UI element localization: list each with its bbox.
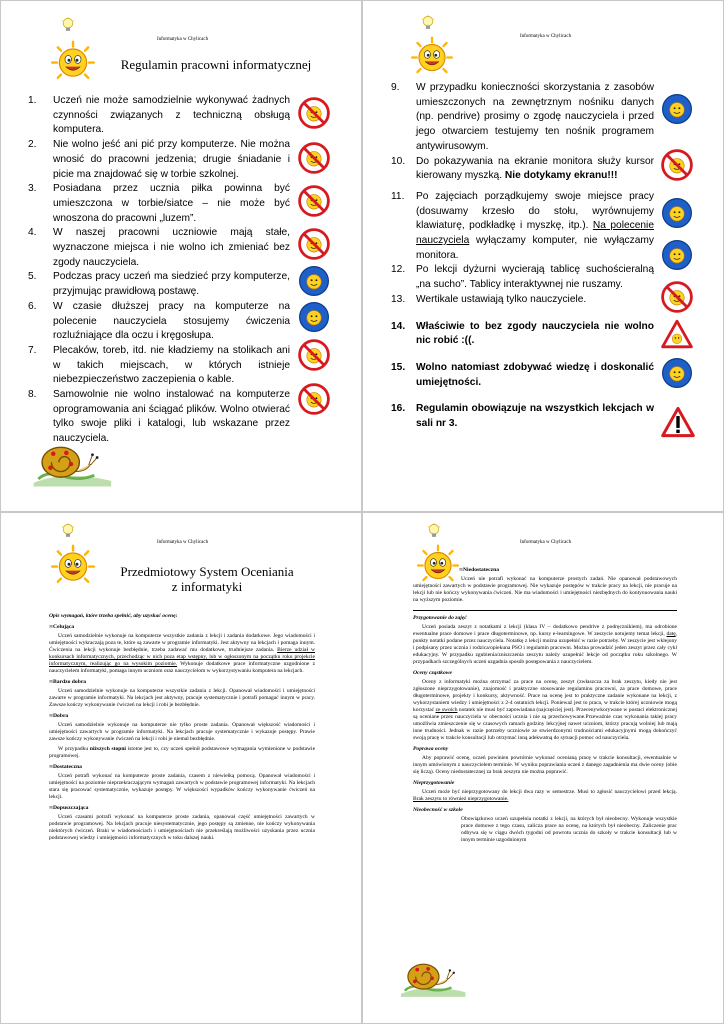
- list-item: 9. W przypadku konieczności skorzystania z zasobów umieszczonych na zewnętrznym nośniku danych (np. pendrive) prosimy o zgodę nauczyciela i przed jego otwarciem testujemy ten nośnik programem antywirusowym.: [391, 82, 654, 152]
- page-header: Informatyka w Chylicach: [157, 540, 209, 545]
- lightbulb-icon: [61, 17, 75, 35]
- section-text: Uczeń może być nieprzygotowany do lekcji dwa razy w semestrze. Musi to zgłosić nauczycielowi przed lekcją. Brak zeszytu to również nieprzygotowanie.: [413, 789, 677, 802]
- ladybug-snail-illustration: [29, 441, 113, 489]
- grade-note: W przypadku niższych stopni istotne jest to, czy uczeń spełnił podstawowe wymagania wymienione w podstawie programowej.: [49, 746, 316, 759]
- grade-description: Uczeń nie potrafi wykonać na komputerze prostych zadań. Nie opanował podstawowych umiejętności zawartych w podstawie programowej. Nie wykazuje postępów w trakcie pracy na lekcji, nie pracuje na lekcji lub nie kończy wykonywania ćwiczeń. Nie ma wiadomości i umiejętności niezbędnych do kontynuowania nauki na wyższym poziomie.: [413, 576, 677, 603]
- page-pso-2: [362, 512, 724, 1024]
- list-item: 3. Posiadana przez ucznia piłka powinna być umieszczona w torbie/siatce – nie może być wnoszona do pracowni „luzem”.: [28, 183, 290, 224]
- list-item: 1. Uczeń nie może samodzielnie wykonywać żadnych czynności związanych z techniczną obsługą komputera.: [28, 95, 290, 136]
- sun-mascot-icon: [409, 33, 455, 79]
- section-divider: [413, 610, 677, 611]
- tidy-up-sign-icon: [661, 197, 693, 229]
- no-touch-screen-sign-icon: [661, 149, 693, 181]
- section-heading: Oceny cząstkowe: [413, 670, 452, 676]
- rules-list-continued: [391, 81, 654, 432]
- section-heading: Poprawa oceny: [413, 746, 449, 752]
- exercise-sign-icon: [298, 301, 330, 333]
- rules-list: [28, 94, 290, 447]
- page-regulamin-2: [362, 0, 724, 512]
- ladybug-snail-illustration: [397, 959, 467, 999]
- list-item: 15. Wolno natomiast zdobywać wiedzę i doskonalić umiejętności.: [391, 361, 654, 388]
- section-heading: Nieobecność w szkole: [413, 807, 463, 813]
- page-header: Informatyka w Chylicach: [520, 34, 572, 39]
- grade-description: Uczeń samodzielnie wykonuje na komputerze wszystkie zadania z lekcji. Opanował wiadomości i umiejętności zawarte w programie informatyki. Na lekcjach jest aktywny, pracuje systematycznie i potrafi pomagać innym w pracy. Zawsze kończy wykonywanie ćwiczeń na lekcji i robi je bezbłędnie.: [49, 688, 315, 708]
- grade-heading: ∞Bardzo dobra: [49, 679, 87, 685]
- no-bags-sign-icon: [298, 339, 330, 371]
- sun-mascot-icon: [49, 541, 97, 589]
- section-text: Uczeń posiada zeszyt z notatkami z lekcji (klasa IV – dodatkowo pendrive z podręcznikiem), ma odrobione ewentualne prace domowe i prace długoterminowe, np. kursy e-learningowe. W zeszycie notujemy temat lekcji, datę, punkty notatki podane przez nauczyciela. Notatkę z lekcji można uzupełnić w razie potrzeby. W zeszycie jest wklejony i podpisany przez ucznia i rodzica/opiekuna PSO i regulamin pracowni. Można prowadzić jeden zeszyt przez cały cykl edukacyjny. W przypadku zgubienia/zniszczenia zeszytu należy uzupełnić lekcje od początku roku szkolnego. W przypadkach szczególnych uczeń uzgadnia sposób postępowania z nauczycielem.: [413, 624, 678, 665]
- grade-heading: ∞Niedostateczna: [459, 567, 500, 573]
- lightbulb-icon: [421, 15, 435, 33]
- section-heading: Opis wymagań, które trzeba spełnić, aby uzyskać ocenę:: [49, 613, 178, 619]
- list-item: 5. Podczas pracy uczeń ma siedzieć przy komputerze, przyjmując prawidłową postawę.: [28, 271, 290, 298]
- section-text: Aby poprawić ocenę, uczeń powinien powtórnie wykonać ocenianą pracę w trakcie konsultacji, ewentualnie w innym umówionym z nauczycielem terminie. W wyniku poprawiania uczeń z danego zagadnienia ma dwie oceny (obie się liczą). Oceny niedostatecznej za brak zeszytu nie można poprawić.: [413, 755, 677, 775]
- list-item: 14. Właściwie to bez zgody nauczyciela nie wolno nic robić :((.: [391, 320, 654, 347]
- section-text: Oceny z informatyki można otrzymać za prace na ocenę, zeszyt (zwłaszcza za brak zeszytu, kiedy nie jest zgłoszone nieprzygotowanie), znajomość i praktyczne stosowanie regulaminu pracowni, za prace domowe, prace długoterminowe, projekty i konkursy, aktywność. Prace na ocenę jest to praktyczne zadanie wykonane na lekcji, z wykorzystaniem wiedzy i umiejętności z 2-4 ostatnich lekcji. Ponieważ jest to praca, w trakcie której uczniowie mogą korzystać ze swoich notatek nie musi być zapowiadana (najczęściej jest). Przecenywkorywane w postaci elektronicznej są oceniane przez nauczyciela w obecności ucznia i nie są przechowywane.Przewaźnie czas wykonania takiej pracy umożliwia zmieszczenie się w czasowych ramach godziny lekcyjnej nawet uczniom, którzy pracują wolniej lub mają inne trudności. Jednak w razie potrzeby uczniowie ze stwierdzonymi trudnościami edukacyjnymi mogą dokończyć swoją pracę w trakcie konsultacji lub otrzymać inną adekwatną do sytuacji pomoc od nauczyciela.: [413, 679, 677, 741]
- list-item: 13. Wertikale ustawiają tylko nauczyciele.: [391, 293, 587, 305]
- page-header: Informatyka w Chylicach: [157, 37, 209, 42]
- no-blinds-sign-icon: [661, 281, 693, 313]
- list-item: 6. W czasie dłuższej pracy na komputerze na polecenie nauczyciela stosujemy ćwiczenia rozluźniające dla oczu i kręgosłupa.: [28, 300, 290, 342]
- grade-description: Uczeń czasami potrafi wykonać na komputerze proste zadania, opanował część umiejętności zawartych w podstawie programowej. Na lekcjach pracuje niesystematycznie, jego postępy są zmienne, nie kończy wykonywania niektórych ćwiczeń. Braki w wiadomościach i umiejętnościach nie przekreślają możliwości uzyskania przez ucznia podstawowej wiedzy i umiejętności informatycznych w toku dalszej nauki.: [49, 814, 315, 841]
- grade-heading: ∞Dobra: [49, 713, 69, 719]
- list-item: 11. Po zajęciach porządkujemy swoje miejsce pracy (dosuwamy krzesło do stołu, wyrównujemy klawiaturę, podkładkę i myszkę, itp.). Na polecenie nauczyciela wyłączamy komputer, nie wyłączamy monitora.: [391, 190, 654, 261]
- list-item: 16. Regulamin obowiązuje na wszystkich lekcjach w sali nr 3.: [391, 403, 654, 430]
- page-pso-1: [0, 512, 362, 1024]
- whiteboard-sign-icon: [661, 239, 693, 271]
- grade-heading: ∞Dopuszczająca: [49, 805, 89, 811]
- no-technician-sign-icon: [298, 97, 330, 129]
- no-food-sign-icon: [298, 142, 330, 174]
- antivirus-sign-icon: [661, 93, 693, 125]
- no-swap-seats-sign-icon: [298, 228, 330, 260]
- section-heading: Nieprzygotowanie: [413, 780, 455, 786]
- lightbulb-icon: [427, 523, 441, 541]
- posture-sign-icon: [298, 265, 330, 297]
- list-item: 2. Nie wolno jeść ani pić przy komputerze. Nie można wnosić do pracowni jedzenia; drugie śniadanie i picie ma znajdować się w torbie szkolnej.: [28, 139, 290, 180]
- grade-heading: ∞Dostateczna: [49, 764, 82, 770]
- page-title: Regulamin pracowni informatycznej: [120, 57, 312, 72]
- grading-rules: [413, 563, 677, 847]
- grade-description: Uczeń samodzielnie wykonuje na komputerze wszystkie zadania z lekcji i zadania dodatkowe. Jego wiadomości i umiejętności wykraczają poza te, które są zawarte w programie informatyki. Jest aktywny na lekcjach i pomaga innym. Ćwiczenia na lekcji wykonuje bezbłędnie, trzeba zadawać mu dodatkowe, trudniejsze zadania. Bierze udział w konkursach informatycznych, przechodząc w nich poza etap wstępny, lub w ogłoszonym na początku roku projekcie informatycznym, realizując go na wysokim poziomie. Wykonuje dodatkowe prace informatyczne uzgodnione z nauczycielem informatyki, pomaga innym uczniom oraz nauczycielom w wykorzystywaniu komputera na lekcjach.: [49, 633, 316, 674]
- grade-description: Uczeń samodzielnie wykonuje na komputerze nie tylko proste zadania. Opanował większość wiadomości i umiejętności zawartych w programie informatyki. Na lekcjach pracuje systematycznie i wykazuje postępy. Prawie zawsze kończy wykonywanie ćwiczeń na lekcji i robi je niemal bezbłędnie.: [49, 722, 315, 742]
- list-item: 4. W naszej pracowni uczniowie mają stałe, wyznaczone miejsca i nie wolno ich zmieniać bez zgody nauczyciela.: [28, 227, 290, 268]
- warning-sign-icon: [661, 319, 693, 349]
- list-item: 12. Po lekcji dyżurni wycierają tablicę suchościeralną „na sucho”. Tablicy interaktywnej nie ruszamy.: [391, 264, 654, 291]
- list-item: 10. Do pokazywania na ekranie monitora służy kursor kierowany myszką. Nie dotykamy ekranu!!!: [391, 155, 654, 182]
- section-text: Obowiązkowo uczeń uzupełnia notatki z lekcji, na których był nieobecny. Wykonuje wszystkie prace domowe z tego czasu, zalicza prace na ocenę, na których był nieobecny. Zaliczenie prac odbywa się w ciągu dwóch tygodni od powrotu ucznia do szkoły w trakcie konsultacji lub w innym terminie uzgodnionym: [461, 816, 677, 843]
- page-title: Przedmiotowy System Oceniania z informatyki: [120, 564, 294, 594]
- exclamation-sign-icon: [661, 406, 695, 438]
- grading-requirements: [49, 613, 315, 845]
- list-item: 7. Plecaków, toreb, itd. nie kładziemy na stolikach ani w takich miejscach, w których istnieje niebezpieczeństwo zaczepienia o kable.: [28, 344, 290, 386]
- page-header: Informatyka w Chylicach: [520, 540, 572, 545]
- sun-mascot-icon: [49, 37, 97, 85]
- no-install-sign-icon: [298, 383, 330, 415]
- lightbulb-icon: [61, 523, 75, 541]
- graduate-sign-icon: [661, 357, 693, 389]
- section-heading: Przygotowanie do zajęć: [413, 615, 467, 621]
- page-regulamin-1: [0, 0, 362, 512]
- no-ball-sign-icon: [298, 185, 330, 217]
- list-item: 8. Samowolnie nie wolno instalować na komputerze oprogramowania ani ściągać plików. Wolno otwierać tylko swoje pliki i katalogi, lub wskazane przez nauczyciela.: [28, 389, 290, 445]
- grade-description: Uczeń potrafi wykonać na komputerze proste zadania, czasem z niewielką pomocą. Opanował wiadomości i umiejętności na poziomie nieprzekraczającym wymagań zawartych w podstawie programowej informatyki. Na lekcjach stara się pracować systematycznie, wykazuje postępy. W większości wypadków kończy wykonywanie ćwiczeń na lekcji.: [49, 773, 315, 800]
- grade-heading: ∞Celująca: [49, 624, 75, 630]
